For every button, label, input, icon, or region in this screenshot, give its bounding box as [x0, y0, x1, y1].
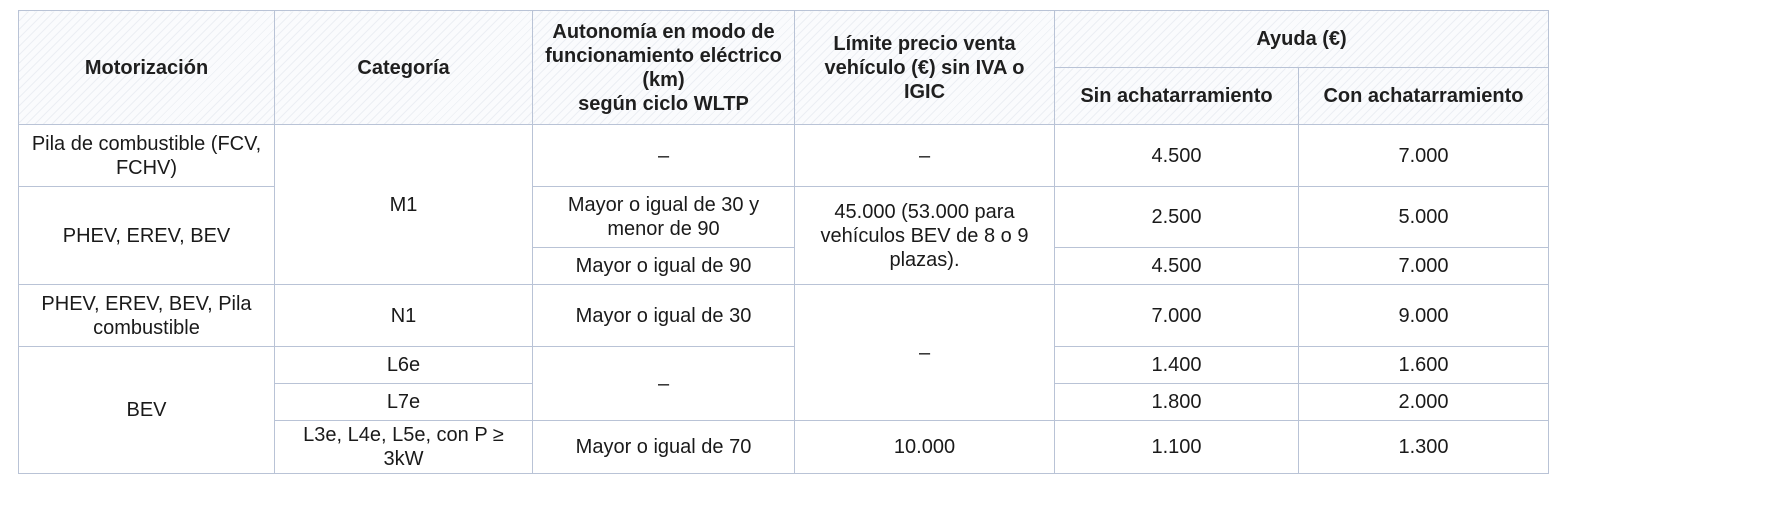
- cell-autonomia: –: [533, 347, 795, 421]
- header-motorizacion: Motorización: [19, 11, 275, 125]
- header-autonomia: [533, 11, 795, 125]
- cell-sin-achatarramiento: 1.400: [1055, 347, 1299, 384]
- cell-categoria: L3e, L4e, L5e, con P ≥ 3kW: [275, 421, 533, 474]
- cell-autonomia: Mayor o igual de 70: [533, 421, 795, 474]
- cell-categoria: M1: [275, 125, 533, 285]
- header-autonomia-line2: según ciclo WLTP: [578, 92, 749, 115]
- header-autonomia-line1: Autonomía en modo de funcionamiento eléctrico (km): [545, 20, 782, 91]
- table-row: [19, 347, 1549, 384]
- cell-con-achatarramiento: 5.000: [1299, 187, 1549, 248]
- table-row: [19, 187, 1549, 248]
- cell-con-achatarramiento: 2.000: [1299, 384, 1549, 421]
- cell-motorizacion: Pila de combustible (FCV, FCHV): [19, 125, 275, 187]
- header-sin-achatarramiento: Sin achatarramiento: [1055, 68, 1299, 125]
- header-limite-precio: Límite precio venta vehículo (€) sin IVA o IGIC: [795, 11, 1055, 125]
- cell-limite: 10.000: [795, 421, 1055, 474]
- cell-con-achatarramiento: 9.000: [1299, 285, 1549, 347]
- cell-autonomia: Mayor o igual de 30 y menor de 90: [533, 187, 795, 248]
- cell-limite: –: [795, 285, 1055, 421]
- cell-con-achatarramiento: 7.000: [1299, 248, 1549, 285]
- cell-categoria: N1: [275, 285, 533, 347]
- cell-sin-achatarramiento: 2.500: [1055, 187, 1299, 248]
- table-row: [19, 125, 1549, 187]
- cell-autonomia: –: [533, 125, 795, 187]
- cell-limite: –: [795, 125, 1055, 187]
- header-row-1: [19, 11, 1549, 68]
- header-ayuda: Ayuda (€): [1055, 11, 1549, 68]
- cell-limite: 45.000 (53.000 para vehículos BEV de 8 o 9 plazas).: [795, 187, 1055, 285]
- cell-categoria: L6e: [275, 347, 533, 384]
- cell-sin-achatarramiento: 4.500: [1055, 248, 1299, 285]
- cell-categoria: L7e: [275, 384, 533, 421]
- cell-sin-achatarramiento: 4.500: [1055, 125, 1299, 187]
- cell-autonomia: Mayor o igual de 30: [533, 285, 795, 347]
- cell-motorizacion: PHEV, EREV, BEV: [19, 187, 275, 285]
- header-con-achatarramiento: Con achatarramiento: [1299, 68, 1549, 125]
- table-container: [18, 10, 1549, 474]
- cell-con-achatarramiento: 7.000: [1299, 125, 1549, 187]
- header-categoria: Categoría: [275, 11, 533, 125]
- cell-sin-achatarramiento: 1.800: [1055, 384, 1299, 421]
- ayudas-table: [18, 10, 1549, 474]
- cell-con-achatarramiento: 1.300: [1299, 421, 1549, 474]
- table-row: [19, 285, 1549, 347]
- cell-con-achatarramiento: 1.600: [1299, 347, 1549, 384]
- cell-sin-achatarramiento: 7.000: [1055, 285, 1299, 347]
- cell-sin-achatarramiento: 1.100: [1055, 421, 1299, 474]
- cell-motorizacion: PHEV, EREV, BEV, Pila combustible: [19, 285, 275, 347]
- cell-autonomia: Mayor o igual de 90: [533, 248, 795, 285]
- cell-motorizacion: BEV: [19, 347, 275, 474]
